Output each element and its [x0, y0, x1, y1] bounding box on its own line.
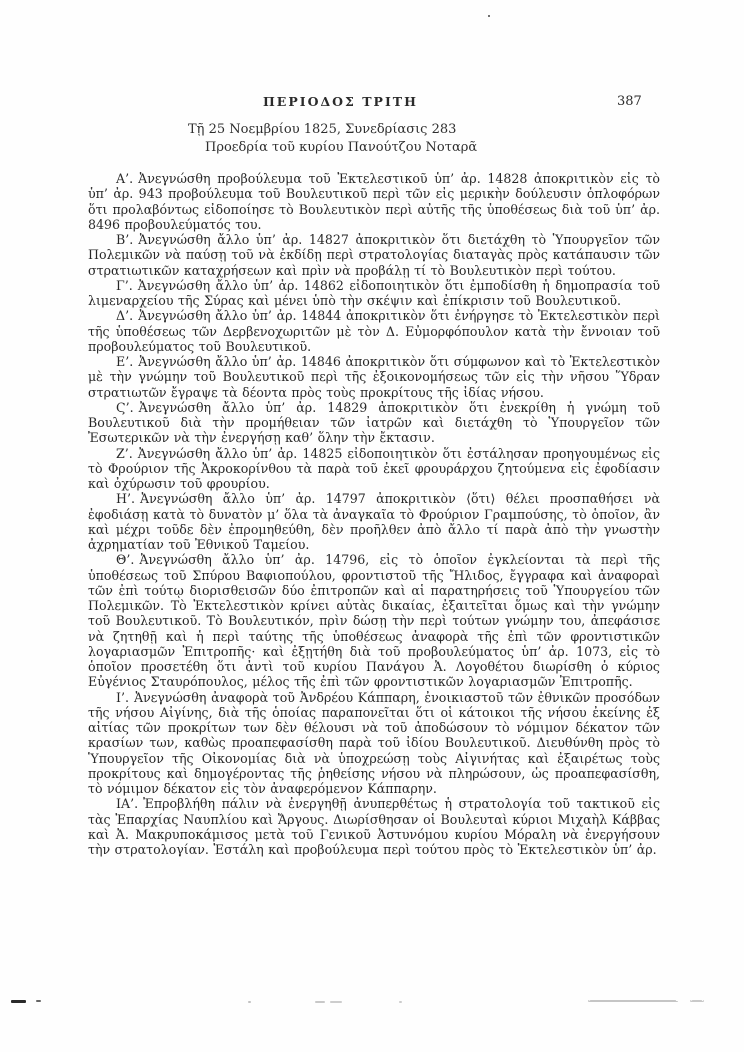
scan-artifact-faint-mark [399, 1001, 402, 1003]
item-letter: Δ’. [116, 308, 134, 324]
item-text: Ἀνεγνώσθη ἄλλο ὑπ’ ἀρ. 14827 ἀποκριτικὸν ὅτι διετάχθη τὸ Ὑπουργεῖον τῶν Πολεμικῶν νὰ παύσῃ τοῦ νὰ ἐκδίδῃ περὶ στρατολογίας διαταγὰς πρὸς κατάπαυσιν τῶν στρατιωτικῶν καταχρήσεων καὶ πρὶν νὰ προβάλῃ τί τὸ Βουλευτικὸν περὶ τούτου. [88, 232, 660, 278]
item-text: Ἀνεγνώσθη ἄλλο ὑπ’ ἀρ. 14846 ἀποκριτικὸν ὅτι σύμφωνον καὶ τὸ Ἐκτελεστικὸν μὲ τὴν γνώμην τοῦ Βουλευτικοῦ περὶ τῆς ἐξοικονομήσεως τῶν εἰς τὴν νῆσου Ὕδραν στρατιωτῶν ἔγραψε τὰ δέοντα πρὸς τοὺς προκρίτους τῆς ἰδίας νήσου. [88, 354, 660, 400]
minutes-item-h [88, 491, 660, 552]
scan-artifact-dot [488, 15, 490, 17]
scan-artifact-faint-mark [330, 1001, 342, 1003]
item-text: Ἀνεγνώσθη ἄλλο ὑπ’ ἀρ. 14844 ἀποκριτικὸν ὅτι ἐνήργησε τὸ Ἐκτελεστικὸν περὶ τῆς ὑποθέσεως τῶν Δερβενοχωριτῶν μὲ τὸν Δ. Εὐμορφόπουλον κατὰ τὴν ἔννοιαν τοῦ προβουλεύματος τοῦ Βουλευτικοῦ. [88, 308, 660, 354]
session-date-line: Τῇ 25 Νοεμβρίου 1825, Συνεδρίασις 283 [188, 122, 457, 137]
scan-artifact-dashed-line [690, 1000, 704, 1002]
item-letter: Ε’. [116, 354, 134, 369]
scan-artifact-dot [36, 1000, 41, 1002]
scan-artifact-dash [11, 1000, 26, 1003]
item-text: Ἀνεγνώσθη προβούλευμα τοῦ Ἐκτελεστικοῦ ὑπ’ ἀρ. 14828 ἀποκριτικὸν εἰς τὸ ὑπ’ ἀρ. 943 προβούλευμα τοῦ Βουλευτικοῦ περὶ τῶν εἰς μερικὴν δούλευσιν ὁπλοφόρων ὅτι προλαβόντως εἰδοποίησε τὸ Βουλευτικὸν περὶ αὐτῆς τῆς ὑποθέσεως διὰ τοῦ ὑπ’ ἀρ. 8496 προβουλεύματός του. [88, 171, 660, 232]
minutes-body [88, 171, 660, 857]
minutes-item-b [88, 232, 660, 278]
session-presidency-line: Προεδρία τοῦ κυρίου Πανούτζου Νοταρᾶ [205, 140, 478, 155]
item-text: Ἐπροβλήθη πάλιν νὰ ἐνεργηθῇ ἀνυπερθέτως ἡ στρατολογία τοῦ τακτικοῦ εἰς τὰς Ἐπαρχίας Ναυπλίου καὶ Ἄργους. Διωρίσθησαν οἱ Βουλευταὶ κύριοι Μιχαὴλ Κάββας καὶ Ἀ. Μακρυποκάμισος μετὰ τοῦ Γενικοῦ Ἀστυνόμου κυρίου Μόραλη νὰ ἐνεργήσουν τὴν στρατολογίαν. Ἐστάλη καὶ προβούλευμα περὶ τούτου πρὸς τὸ Ἐκτελεστικὸν ὑπ’ ἀρ. [88, 796, 660, 857]
item-text: Ἀνεγνώσθη ἄλλο ὑπ’ ἀρ. 14862 εἰδοποιητικὸν ὅτι ἐμποδίσθη ἡ δημοπρασία τοῦ λιμεναρχείου τῆς Σύρας καὶ μένει ὑπὸ τὴν σκέψιν καὶ ἐπίκρισιν τοῦ Βουλευτικοῦ. [88, 277, 660, 308]
item-text: Ἀνεγνώσθη ἀναφορὰ τοῦ Ἀνδρέου Κάππαρη, ἐνοικιαστοῦ τῶν ἐθνικῶν προσόδων τῆς νήσου Αἰγίνης, διὰ τῆς ὁποίας παραπονεῖται ὅτι οἱ κάτοικοι τῆς νήσου ἐκείνης ἐξ αἰτίας τῶν προκρίτων των δὲν θέλουσι νὰ τοῦ ἀποδώσουν τὸ νόμιμον δέκατον τῶν κρασίων των, καθὼς προαπεφασίσθη παρὰ τοῦ ἰδίου Βουλευτικοῦ. Διευθύνθη πρὸς τὸ Ὑπουργεῖον τῆς Οἰκονομίας διὰ νὰ ὑποχρεώσῃ τοὺς Αἰγινήτας καὶ ἐξαιρέτως τοὺς προκρίτους καὶ δημογέροντας τῆς ῥηθείσης νήσου νὰ πληρώσουν, ὡς προαπεφασίσθη, τὸ νόμιμον δέκατον εἰς τὸν ἀναφερόμενον Κάππαρην. [88, 689, 660, 796]
running-header: ΠΕΡΙΟΔΟΣ ΤΡΙΤΗ [263, 94, 418, 109]
minutes-item-st [88, 400, 660, 446]
item-letter: Ϛ’. [116, 399, 134, 415]
minutes-item-z [88, 446, 660, 492]
item-letter: Θ’. [116, 552, 135, 568]
item-text: Ἀνεγνώσθη ἄλλο ὑπ’ ἀρ. 14829 ἀποκριτικὸν ὅτι ἐνεκρίθη ἡ γνώμη τοῦ Βουλευτικοῦ διὰ τὴν προμήθειαν τῶν ἰατρῶν καὶ διετάχθη τὸ Ὑπουργεῖον τῶν Ἐσωτερικῶν νὰ τὴν ἐνεργήσῃ καθ’ ὅλην τὴν ἔκτασιν. [88, 399, 660, 446]
item-letter: Α’. [116, 171, 134, 186]
item-letter: Ζ’. [116, 445, 133, 461]
page-number: 387 [617, 94, 642, 109]
scan-artifact-faint-mark [315, 1001, 325, 1003]
minutes-item-e [88, 354, 660, 400]
minutes-item-a [88, 171, 660, 232]
item-letter: Γ’. [116, 277, 133, 293]
item-letter: ΙΑ’. [116, 796, 139, 812]
minutes-item-ia [88, 796, 660, 857]
item-letter: Ι’. [116, 689, 129, 705]
minutes-item-g [88, 278, 660, 309]
item-letter: Η’. [116, 491, 135, 507]
item-text: Ἀνεγνώσθη ἄλλο ὑπ’ ἀρ. 14825 εἰδοποιητικὸν ὅτι ἐστάλησαν προηγουμένως εἰς τὸ Φρούριον τῆς Ἀκροκορίνθου τὰ παρὰ τοῦ ἐκεῖ φρουράρχου ζητούμενα εἰς ἐφοδίασιν καὶ ὀχύρωσιν τοῦ φρουρίου. [88, 445, 660, 491]
item-letter: Β’. [116, 232, 134, 247]
minutes-item-th [88, 552, 660, 689]
scan-artifact-dashed-line [588, 1000, 678, 1002]
minutes-item-d [88, 308, 660, 354]
item-text: Ἀνεγνώσθη ἄλλο ὑπ’ ἀρ. 14796, εἰς τὸ ὁποῖον ἐγκλείονται τὰ περὶ τῆς ὑποθέσεως τοῦ Σπύρου Βαφιοπούλου, φροντιστοῦ τῆς Ἤλιδος, ἔγγραφα καὶ ἀναφοραὶ τῶν ἐπὶ τούτῳ διορισθεισῶν δύο ἐπιτροπῶν καὶ αἱ παρατηρήσεις τοῦ Ὑπουργείου τῶν Πολεμικῶν. Τὸ Ἐκτελεστικὸν κρίνει αὐτὰς δικαίας, ἐξαιτεῖται ὅμως καὶ τὴν γνώμην τοῦ Βουλευτικοῦ. Τὸ Βουλευτικόν, πρὶν δώσῃ τὴν περὶ τούτων γνώμην του, ἀπεφάσισε νὰ ζητηθῇ καὶ ἡ περὶ ταύτης τῆς ὑποθέσεως ἀναφορὰ τῆς ἐπὶ τῶν φροντιστικῶν λογαριασμῶν Ἐπιτροπῆς· καὶ ἐξῃτήθη διὰ τοῦ προβουλεύματος ὑπ’ ἀρ. 1073, εἰς τὸ ὁποῖον προσετέθη ὅτι ἀντὶ τοῦ κυρίου Πανάγου Ἀ. Λογοθέτου διωρίσθη ὁ κύριος Εὐγένιος Σταυρόπουλος, μέλος τῆς ἐπὶ τῶν φροντιστικῶν λογαριασμῶν Ἐπιτροπῆς. [88, 552, 660, 690]
scan-artifact-faint-mark [248, 1001, 251, 1003]
minutes-item-i [88, 690, 660, 797]
item-text: Ἀνεγνώσθη ἄλλο ὑπ’ ἀρ. 14797 ἀποκριτικὸν ⟨ὅτι⟩ θέλει προσπαθήσει νὰ ἐφοδιάσῃ κατὰ τὸ δυνατὸν μ’ ὅλα τὰ ἀναγκαῖα τὸ Φρούριον Γραμπούσης, τὸ ὁποῖον, ἂν καὶ μέχρι τοῦδε δὲν ἐπρομηθεύθη, δὲν προῆλθεν ἀπὸ ἄλλο τί παρὰ ἀπὸ τὴν γνωστὴν ἀχρηματίαν τοῦ Ἐθνικοῦ Ταμείου. [88, 491, 660, 552]
